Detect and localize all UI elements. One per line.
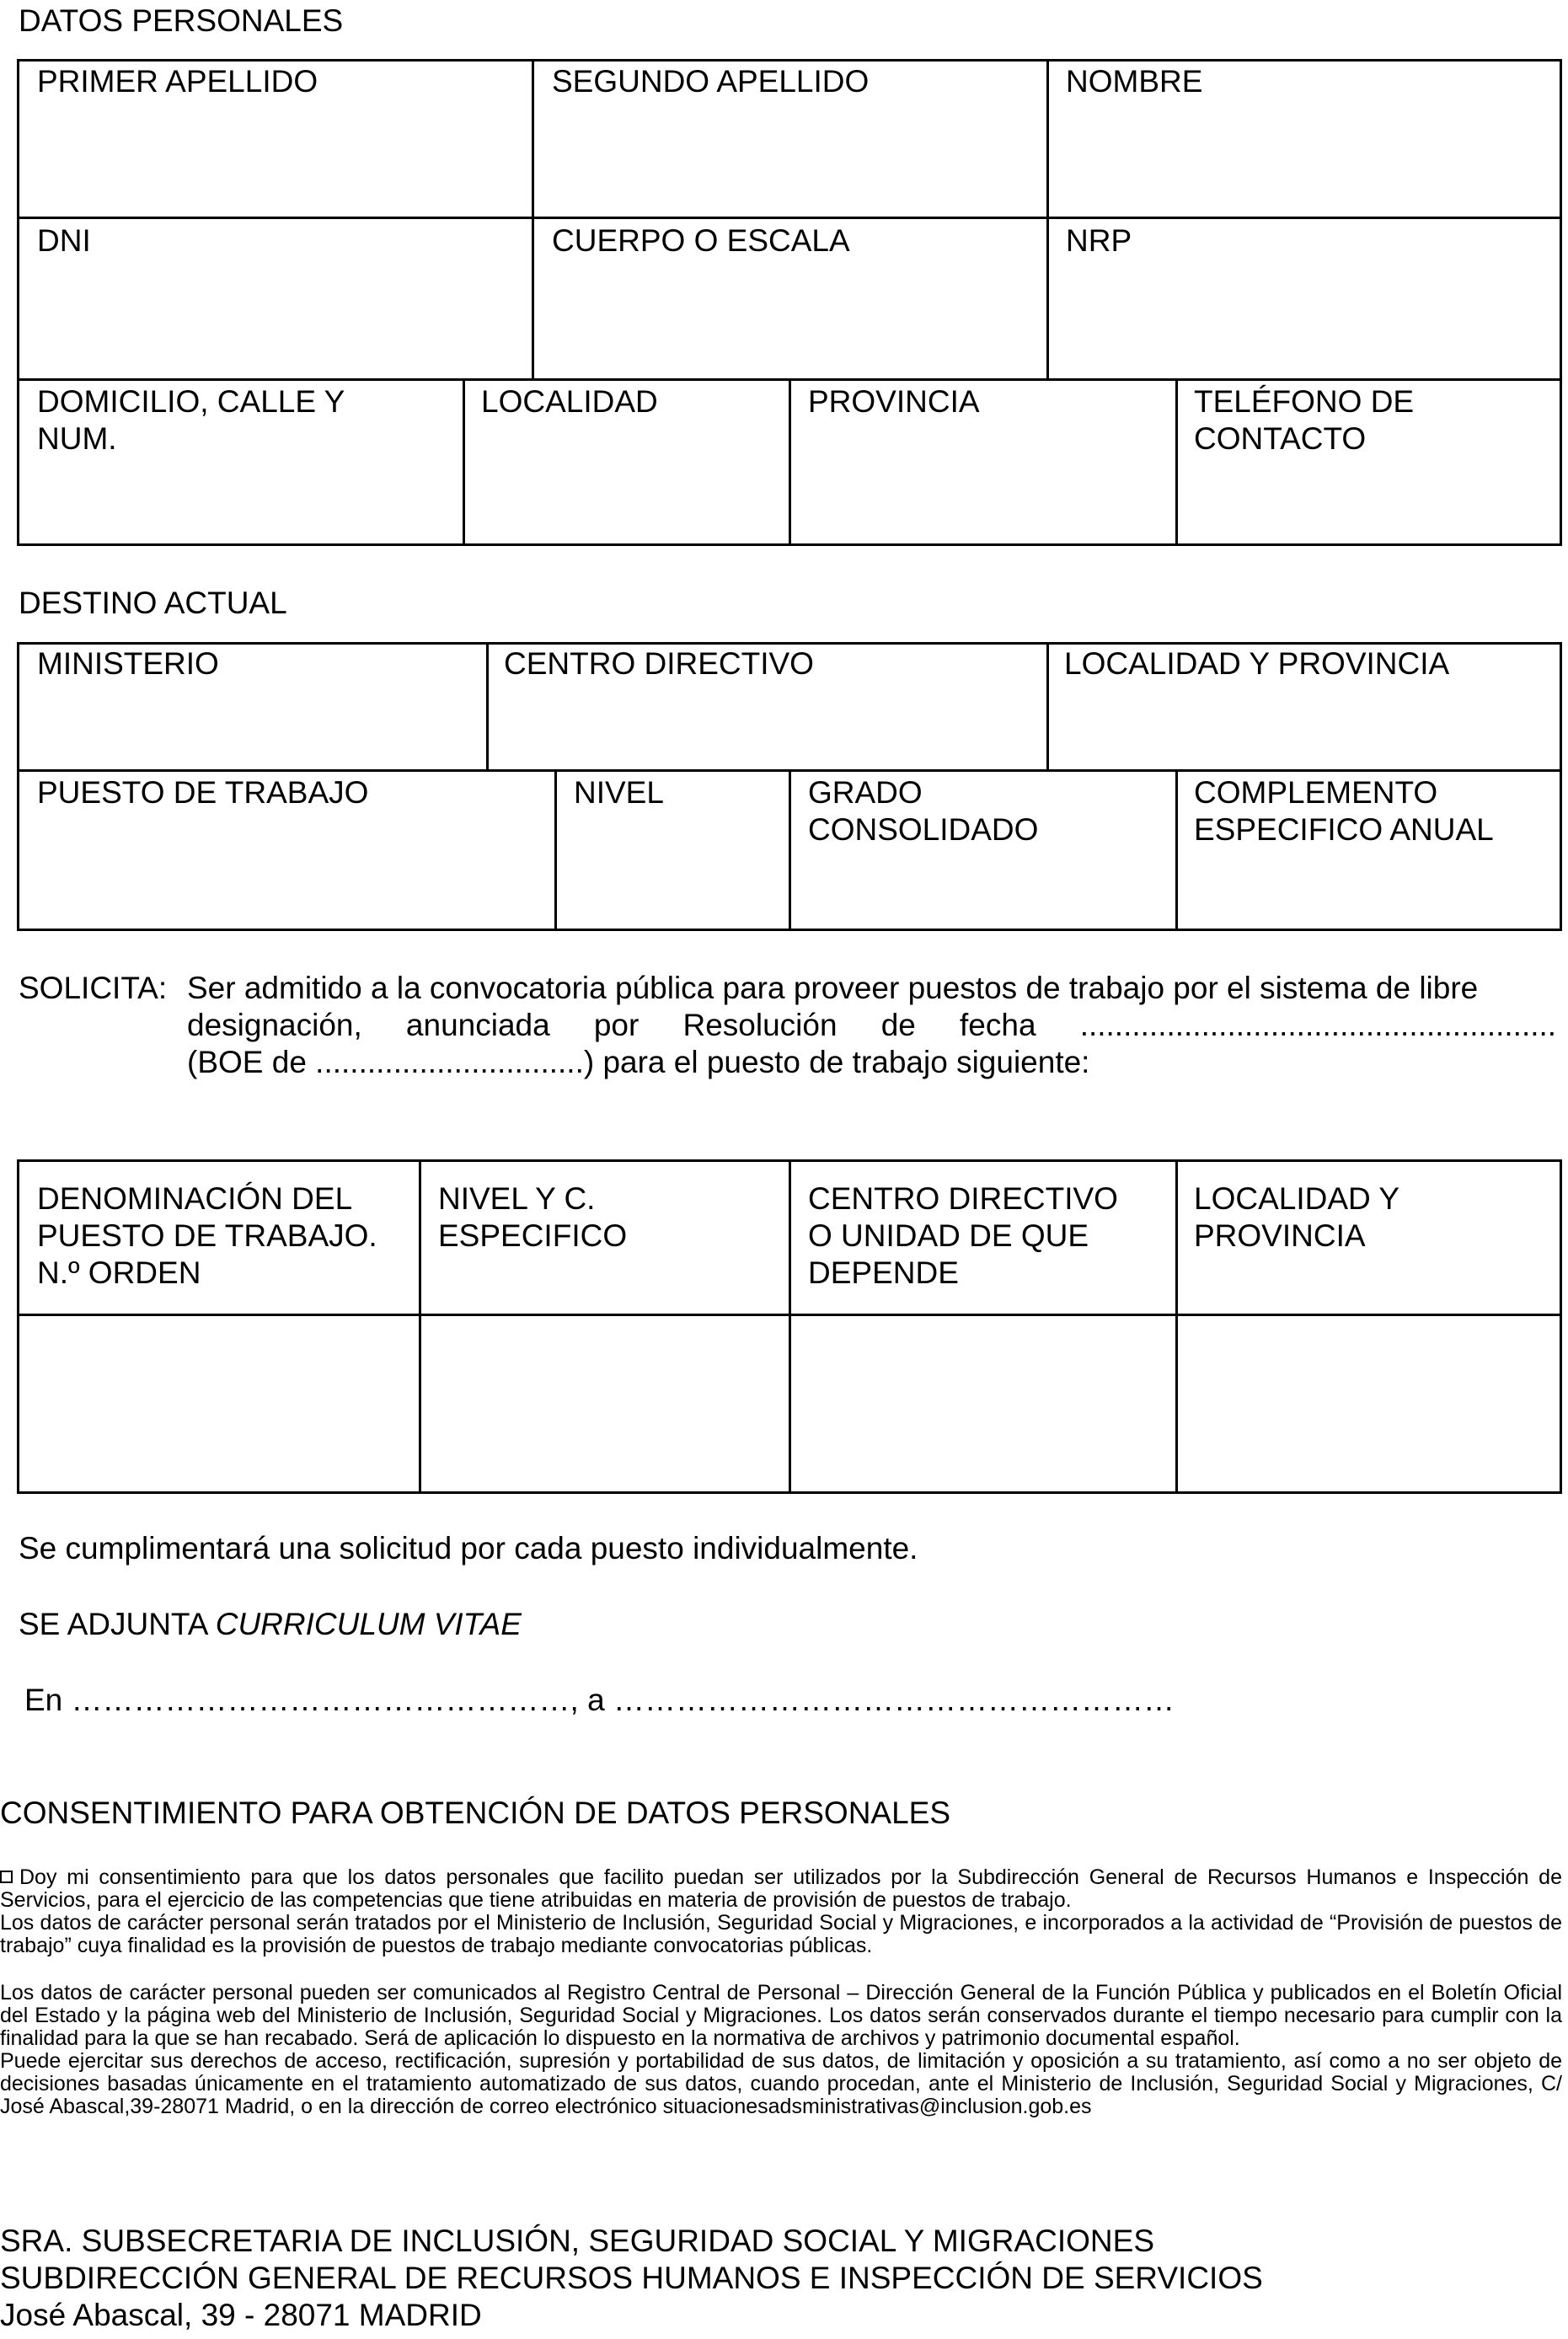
lugar-fecha-line[interactable]: En …………………………………………, a ……………………………………………… (24, 1683, 1175, 1717)
field-label-nivel: NIVEL (574, 775, 664, 810)
field-label-localidad: LOCALIDAD (481, 384, 658, 419)
column-header-localidad-provincia: LOCALIDAD Y PROVINCIA (1194, 1181, 1400, 1253)
una-solicitud-note: Se cumplimentará una solicitud por cada puesto individualmente. (19, 1531, 918, 1566)
field-label-centro-directivo: CENTRO DIRECTIVO (504, 646, 814, 681)
nivel-input[interactable] (557, 814, 786, 929)
field-label-localidad-provincia: LOCALIDAD Y PROVINCIA (1064, 646, 1450, 681)
localidad-provincia-puesto-input[interactable] (1178, 1316, 1560, 1491)
consentimiento-paragraph-1: Los datos de carácter personal serán tratados por el Ministerio de Inclusión, Seguridad Social y Migraciones, e incorporados a la actividad de “Provisión de puestos de trabajo” cuya finalidad es la provisión de puestos de trabajo mediante convocatorias públicas. (0, 1911, 1562, 1957)
solicita-body (187, 970, 1556, 1081)
fecha-resolucion-blank[interactable]: ....................................................... (1079, 1008, 1557, 1042)
field-label-segundo-apellido: SEGUNDO APELLIDO (552, 64, 870, 99)
denominacion-input[interactable] (19, 1316, 416, 1491)
puesto-trabajo-input[interactable] (19, 814, 552, 929)
solicita-line-1: Ser admitido a la convocatoria pública para proveer puestos de trabajo por el sistema de libre (187, 971, 1479, 1005)
column-header-denominacion: DENOMINACIÓN DEL PUESTO DE TRABAJO. N.º ORDEN (37, 1181, 377, 1290)
segundo-apellido-input[interactable] (534, 103, 1044, 215)
consent-checkbox-text: Doy mi consentimiento para que los datos personales que facilito puedan ser utilizados por la Subdirección General de Recursos Humanos e Inspección de Servicios, para el ejercicio de las competencias que tiene atribuidas en materia de provisión de puestos de trabajo. (0, 1865, 1562, 1912)
field-label-grado-consolidado: GRADO CONSOLIDADO (808, 775, 1039, 847)
solicita-word: por (593, 1008, 640, 1042)
solicita-word: designación, (187, 1008, 362, 1042)
field-label-provincia: PROVINCIA (808, 384, 980, 419)
solicita-word: de (880, 1008, 916, 1042)
localidad-provincia-input[interactable] (1049, 684, 1560, 768)
destinatario-line-2: SUBDIRECCIÓN GENERAL DE RECURSOS HUMANOS E INSPECCIÓN DE SERVICIOS (0, 2261, 1263, 2295)
consentimiento-block-2 (0, 1982, 1562, 2118)
consentimiento-block-1 (0, 1866, 1562, 1957)
consentimiento-paragraph-3: Puede ejercitar sus derechos de acceso, rectificación, supresión y portabilidad de sus datos, de limitación y oposición a su tratamiento, así como a no ser objeto de decisiones basadas únicamente en el tratamiento automatizado de sus datos, cuando procedan, ante el Ministerio de Inclusión, Seguridad Social y Migraciones, C/ José Abascal,39-28071 Madrid, o en la dirección de correo electrónico situacionesadsministrativas@inclusion.gob.es (0, 2049, 1562, 2118)
solicita-line-2 (187, 1007, 1556, 1044)
solicita-word: anunciada (405, 1008, 550, 1042)
column-header-centro-directivo: CENTRO DIRECTIVO O UNIDAD DE QUE DEPENDE (808, 1181, 1118, 1290)
solicita-line-3[interactable]: (BOE de ...............................) para el puesto de trabajo siguiente: (187, 1045, 1090, 1079)
centro-unidad-input[interactable] (791, 1316, 1173, 1491)
field-label-primer-apellido: PRIMER APELLIDO (37, 64, 318, 99)
domicilio-input[interactable] (19, 459, 460, 543)
field-label-telefono: TELÉFONO DE CONTACTO (1194, 384, 1415, 456)
solicita-word: fecha (960, 1008, 1036, 1042)
field-label-puesto-trabajo: PUESTO DE TRABAJO (37, 775, 369, 810)
consent-checkbox[interactable] (0, 1871, 13, 1883)
dni-input[interactable] (19, 263, 529, 377)
nrp-input[interactable] (1049, 263, 1560, 377)
destinatario-line-3: José Abascal, 39 - 28071 MADRID (0, 2298, 482, 2332)
grado-consolidado-input[interactable] (791, 851, 1173, 929)
destinatario-line-1: SRA. SUBSECRETARIA DE INCLUSIÓN, SEGURIDAD SOCIAL Y MIGRACIONES (0, 2224, 1154, 2258)
field-label-cuerpo-escala: CUERPO O ESCALA (552, 223, 850, 258)
cuerpo-escala-input[interactable] (534, 263, 1044, 377)
field-label-ministerio: MINISTERIO (37, 646, 219, 681)
consentimiento-heading: CONSENTIMIENTO PARA OBTENCIÓN DE DATOS PERSONALES (0, 1796, 951, 1830)
telefono-input[interactable] (1178, 459, 1560, 543)
localidad-input[interactable] (465, 423, 786, 543)
adjunta-cv-note (19, 1606, 522, 1643)
primer-apellido-input[interactable] (19, 103, 529, 215)
centro-directivo-input[interactable] (489, 684, 1044, 768)
consentimiento-checkbox-paragraph (0, 1866, 1562, 1912)
field-label-dni: DNI (37, 223, 91, 258)
nivel-especifico-input[interactable] (421, 1316, 786, 1491)
section-heading-datos-personales: DATOS PERSONALES (19, 3, 344, 38)
column-header-nivel-especifico: NIVEL Y C. ESPECIFICO (438, 1181, 628, 1253)
complemento-especifico-input[interactable] (1178, 851, 1560, 929)
consentimiento-paragraph-2: Los datos de carácter personal pueden ser comunicados al Registro Central de Personal – Dirección General de la Función Pública y publicados en el Boletín Oficial del Estado y la página web del Ministerio de Inclusión, Seguridad Social y Migraciones. Los datos serán conservados durante el tiempo necesario para cumplir con la finalidad para la que se han recabado. Será de aplicación lo dispuesto en la normativa de archivos y patrimonio documental español. (0, 1981, 1562, 2050)
field-label-domicilio: DOMICILIO, CALLE Y NUM. (37, 384, 345, 456)
field-label-complemento-especifico: COMPLEMENTO ESPECIFICO ANUAL (1194, 775, 1494, 847)
row-divider (17, 217, 1562, 219)
field-label-nrp: NRP (1066, 223, 1132, 258)
provincia-input[interactable] (791, 423, 1173, 543)
solicita-label: SOLICITA: (19, 971, 168, 1005)
curriculum-vitae-text: CURRICULUM VITAE (215, 1607, 522, 1641)
section-heading-destino-actual: DESTINO ACTUAL (19, 586, 287, 620)
solicita-word: Resolución (682, 1008, 838, 1042)
adjunta-prefix: SE ADJUNTA (19, 1607, 216, 1641)
nombre-input[interactable] (1049, 103, 1560, 215)
ministerio-input[interactable] (19, 684, 484, 768)
field-label-nombre: NOMBRE (1066, 64, 1203, 99)
